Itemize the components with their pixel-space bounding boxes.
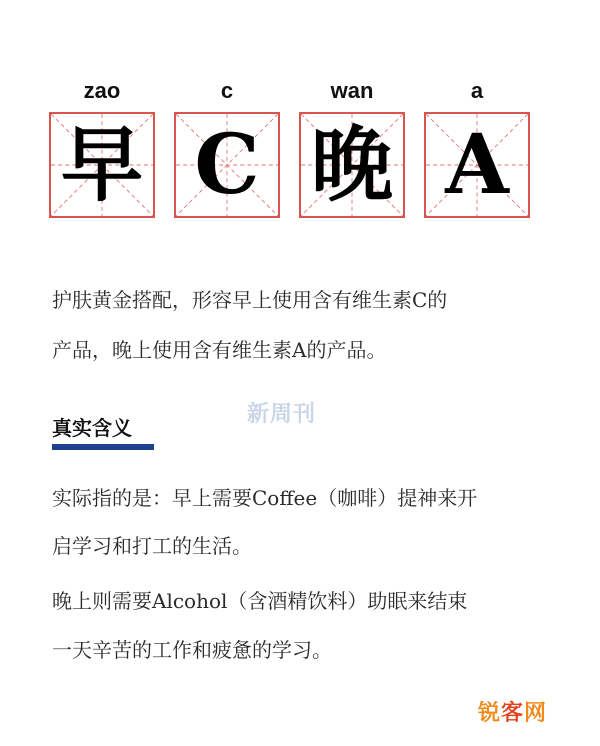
section-title: 真实含义	[52, 416, 132, 440]
section-title-underline	[52, 444, 154, 450]
pinyin-row	[0, 78, 600, 108]
tian-grid-cell-2	[174, 112, 280, 218]
tian-grid-cell-4	[424, 112, 530, 218]
logo-part-3: 网	[524, 701, 548, 726]
meaning-line-2: 启学习和打工的生活。	[52, 534, 252, 558]
character-a: A	[445, 117, 509, 213]
pinyin-3: wan	[330, 78, 374, 103]
tian-grid-cell-1	[49, 112, 155, 218]
logo-part-2: 客	[501, 701, 525, 726]
meaning-line-1: 实际指的是：早上需要Coffee（咖啡）提神来开	[52, 486, 478, 510]
site-logo	[478, 696, 547, 727]
intro-line-1: 护肤黄金搭配，形容早上使用含有维生素C的	[52, 288, 448, 312]
pinyin-2: c	[220, 78, 234, 103]
watermark-logo: 新周刊	[247, 402, 317, 427]
logo-part-1: 锐	[478, 701, 502, 726]
tian-grid-cell-3	[299, 112, 405, 218]
character-c: C	[194, 117, 260, 213]
character-grid-row	[0, 112, 600, 220]
intro-line-2: 产品，晚上使用含有维生素A的产品。	[52, 338, 387, 362]
character-zao: 早	[60, 117, 143, 213]
pinyin-4: a	[470, 78, 484, 103]
meaning-line-3: 晚上则需要Alcohol（含酒精饮料）助眠来结束	[52, 589, 468, 613]
meaning-line-4: 一天辛苦的工作和疲惫的学习。	[52, 638, 332, 662]
pinyin-1: zao	[83, 78, 121, 103]
character-wan: 晚	[310, 117, 393, 213]
